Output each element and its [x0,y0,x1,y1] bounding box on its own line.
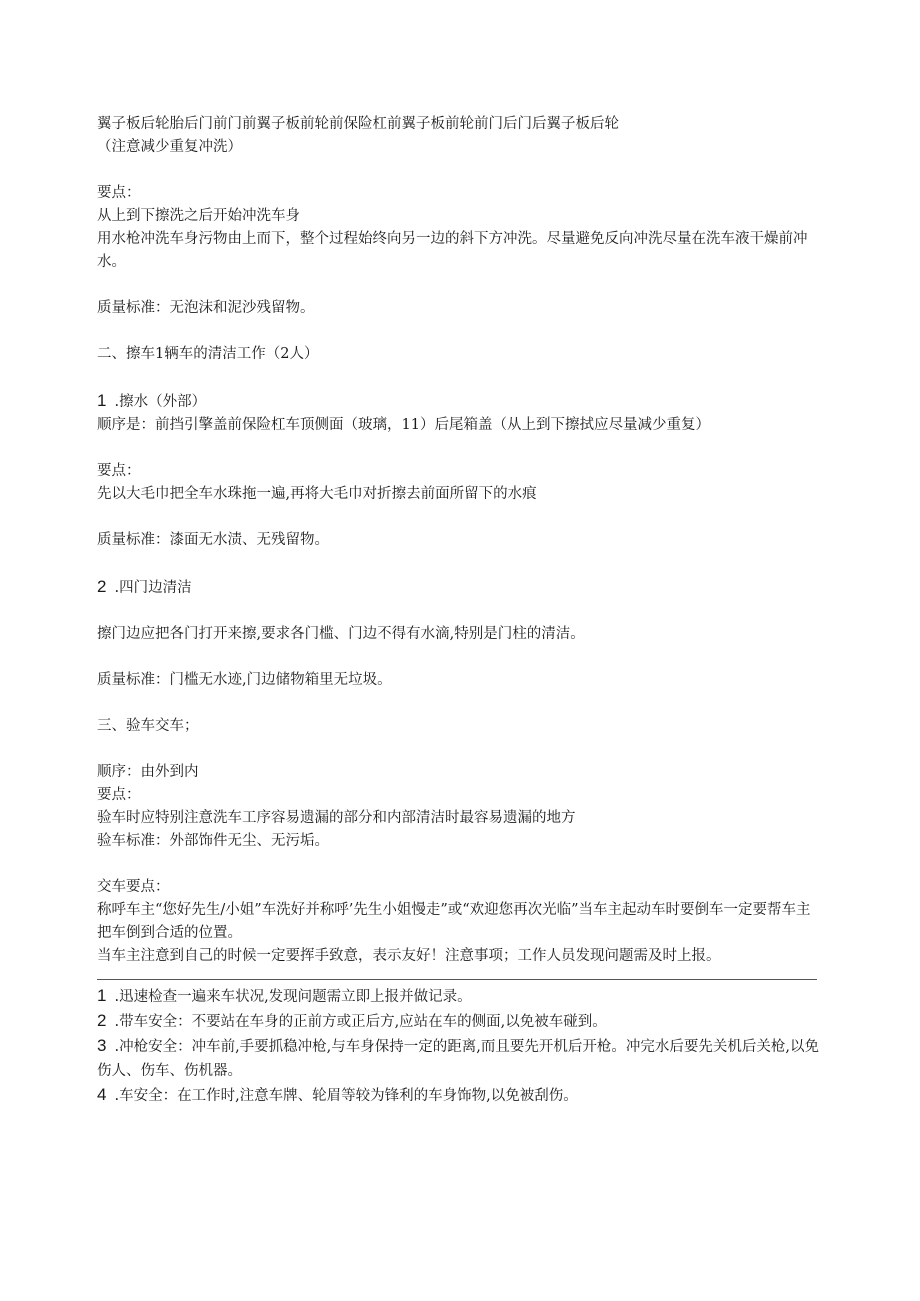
document-body [97,113,822,1108]
point-text: 验车时应特别注意洗车工序容易遗漏的部分和内部清洁时最容易遗漏的地方 [97,810,576,826]
note-number: 2 [97,1011,107,1030]
section-heading: 三、验车交车； [97,718,199,734]
note-number: 3 [97,1036,107,1055]
subsection-number: 1 [97,391,107,410]
point-text: 先以大毛巾把全车水珠拖一遍,再将大毛巾对折擦去前面所留下的水痕 [97,486,537,502]
note-item [97,1009,822,1034]
points-label: 要点： [97,463,141,479]
handover-text: 称呼车主“您好先生/小姐”车洗好并称呼’先生小姐慢走”或“欢迎您再次光临”当车主起动车时要倒车一定要帮车主把车倒到合适的位置。 [97,902,811,941]
order-text: 顺序：由外到内 [97,764,199,780]
note-item [97,1083,822,1108]
handover-text: 当车主注意到自己的时候一定要挥手致意，表示友好！注意事项；工作人员发现问题需及时上报。 [97,948,721,964]
note-text: .冲枪安全：冲车前,手要抓稳冲枪,与车身保持一定的距离,而且要先开机后开枪。冲完水后要先关机后关枪,以免伤人、伤车、伤机器。 [97,1039,820,1079]
handover-label: 交车要点： [97,879,170,895]
check-standard: 验车标准：外部饰件无尘、无污垢。 [97,833,329,849]
section-heading: 二、擦车1辆车的清洁工作（2人） [97,346,319,362]
note-text: .带车安全：不要站在车身的正前方或正后方,应站在车的侧面,以免被车碰到。 [114,1014,607,1030]
point-text: 从上到下擦洗之后开始冲洗车身 [97,208,300,224]
quality-standard: 质量标准：无泡沫和泥沙残留物。 [97,300,315,316]
note-text: .迅速检查一遍来车状况,发现问题需立即上报并做记录。 [114,989,472,1005]
subsection-title: .四门边清洁 [114,580,192,596]
note-text: .车安全：在工作时,注意车牌、轮眉等较为锋利的车身饰物,以免被刮伤。 [114,1088,578,1104]
order-text: 顺序是：前挡引擎盖前保险杠车顶侧面（玻璃，11）后尾箱盖（从上到下擦拭应尽量减少重复） [97,417,710,433]
note-item [97,984,822,1009]
note-number: 1 [97,986,107,1005]
wash-order-note: （注意减少重复冲洗） [97,139,242,155]
point-text: 用水枪冲洗车身污物由上而下，整个过程始终向另一边的斜下方冲洗。尽量避免反向冲洗尽量在洗车液干燥前冲水。 [97,231,808,270]
subsection-title: .擦水（外部） [114,394,207,410]
subsection-number: 2 [97,577,107,596]
quality-standard: 质量标准：门槛无水迹,门边储物箱里无垃圾。 [97,672,392,688]
door-cleaning-text: 擦门边应把各门打开来擦,要求各门槛、门边不得有水滴,特别是门柱的清洁。 [97,626,585,642]
note-number: 4 [97,1085,107,1104]
wash-order-line: 翼子板后轮胎后门前门前翼子板前轮前保险杠前翼子板前轮前门后门后翼子板后轮 [97,116,619,132]
divider-line [97,979,817,980]
points-label: 要点： [97,185,141,201]
points-label: 要点： [97,787,141,803]
note-item [97,1034,822,1083]
quality-standard: 质量标准：漆面无水渍、无残留物。 [97,532,329,548]
subsection-heading [97,575,822,600]
subsection-heading [97,389,822,414]
